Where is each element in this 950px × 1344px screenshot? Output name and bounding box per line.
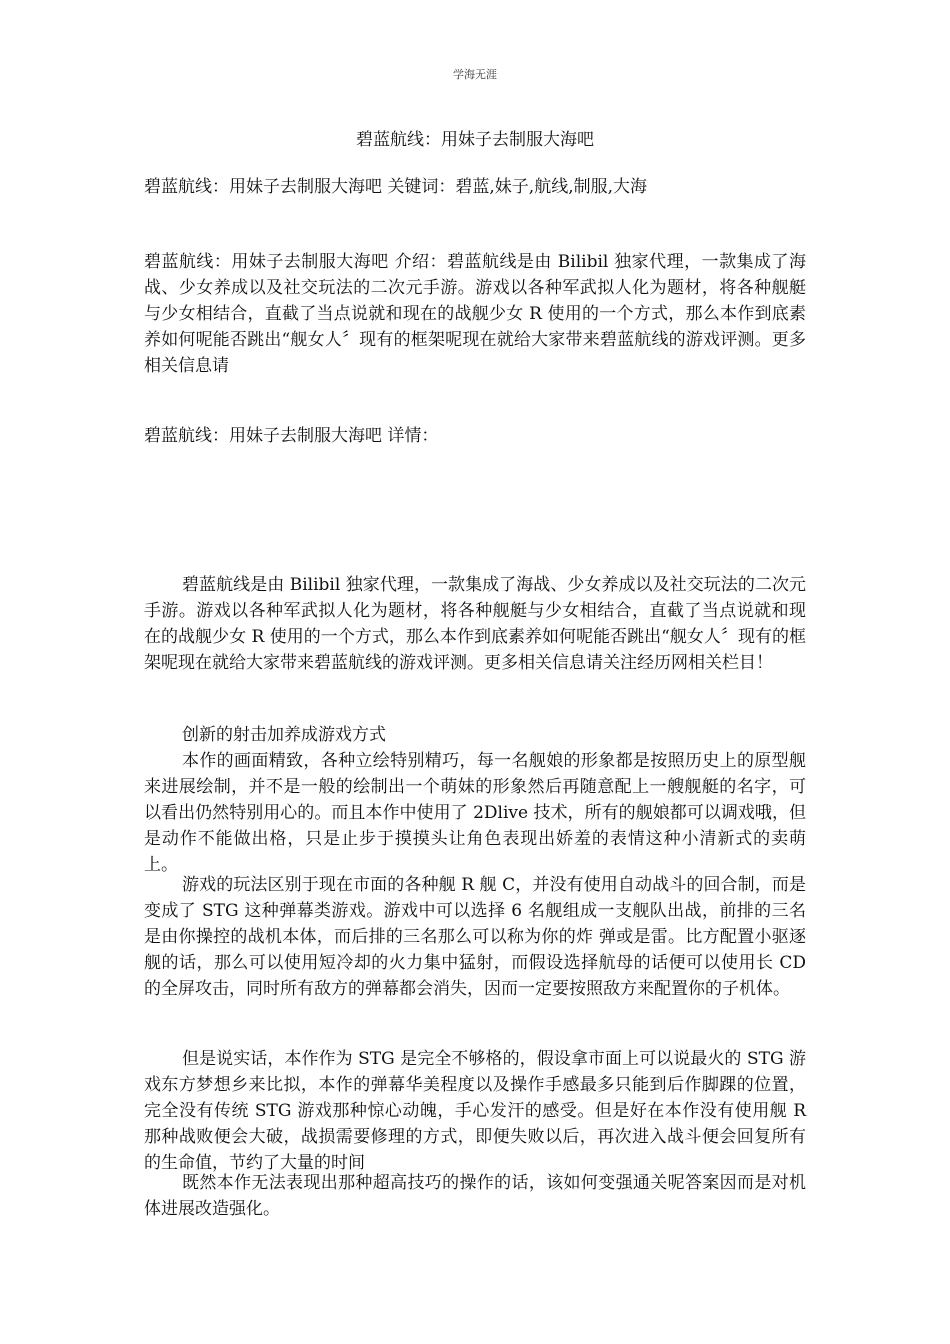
document-title: 碧蓝航线：用妹子去制服大海吧	[356, 130, 594, 150]
keywords-line: 碧蓝航线：用妹子去制服大海吧 关键词：碧蓝,妹子,航线,制服,大海	[144, 177, 648, 197]
page-header: 学海无涯	[453, 68, 497, 81]
details-label: 碧蓝航线：用妹子去制服大海吧 详情：	[144, 426, 439, 446]
body-paragraph: 碧蓝航线是由 Bilibil 独家代理，一款集成了海战、少女养成以及社交玩法的二次元手游。游戏以各种军武拟人化为题材，将各种舰艇与少女相结合，直截了当点说就和现在的战舰少女 R 使用的一个方式，那么本作到底素养如何呢能否跳出“舰女人〞现有的框架呢现在就给大家带来碧蓝航线的游戏评测。更多相关信息请关注经历网相关栏目！	[144, 575, 806, 673]
intro-paragraph: 碧蓝航线：用妹子去制服大海吧 介绍：碧蓝航线是由 Bilibil 独家代理，一款集成了海战、少女养成以及社交玩法的二次元手游。游戏以各种军武拟人化为题材，将各种舰艇与少女相结合，直截了当点说就和现在的战舰少女 R 使用的一个方式，那么本作到底素养如何呢能否跳出“舰女人〞现有的框架呢现在就给大家带来碧蓝航线的游戏评测。更多相关信息请	[144, 252, 806, 376]
body-paragraph: 游戏的玩法区别于现在市面的各种舰 R 舰 C，并没有使用自动战斗的回合制，而是变成了 STG 这种弹幕类游戏。游戏中可以选择 6 名舰组成一支舰队出战，前排的三名是由你操控的战机本体，而后排的三名那么可以称为你的炸 弹或是雷。比方配置小驱逐舰的话，那么可以使用短冷却的火力集中猛射，而假设选择航母的话便可以使用长 CD 的全屏攻击，同时所有敌方的弹幕都会消失，因而一定要按照敌方来配置你的子机体。	[144, 875, 806, 999]
body-paragraph: 既然本作无法表现出那种超高技巧的操作的话，该如何变强通关呢答案因而是对机体进展改造强化。	[144, 1173, 806, 1219]
body-paragraph: 但是说实话，本作作为 STG 是完全不够格的，假设拿市面上可以说最火的 STG 游戏东方梦想乡来比拟，本作的弹幕华美程度以及操作手感最多只能到后作脚踝的位置，完全没有传统 STG 游戏那种惊心动魄，手心发汗的感受。但是好在本作没有使用舰 R 那种战败便会大破，战损需要修理的方式，即便失败以后，再次进入战斗便会回复所有的生命值，节约了大量的时间	[144, 1049, 806, 1173]
body-paragraph: 本作的画面精致，各种立绘特别精巧，每一名舰娘的形象都是按照历史上的原型舰来进展绘制，并不是一般的绘制出一个萌妹的形象然后再随意配上一艘舰艇的名字，可以看出仍然特别用心的。而且本作中使用了 2Dlive 技术，所有的舰娘都可以调戏哦，但是动作不能做出格，只是止步于摸摸头让角色表现出娇羞的表情这种小清新式的卖萌上。	[144, 751, 806, 875]
section-heading: 创新的射击加养成游戏方式	[182, 725, 386, 745]
